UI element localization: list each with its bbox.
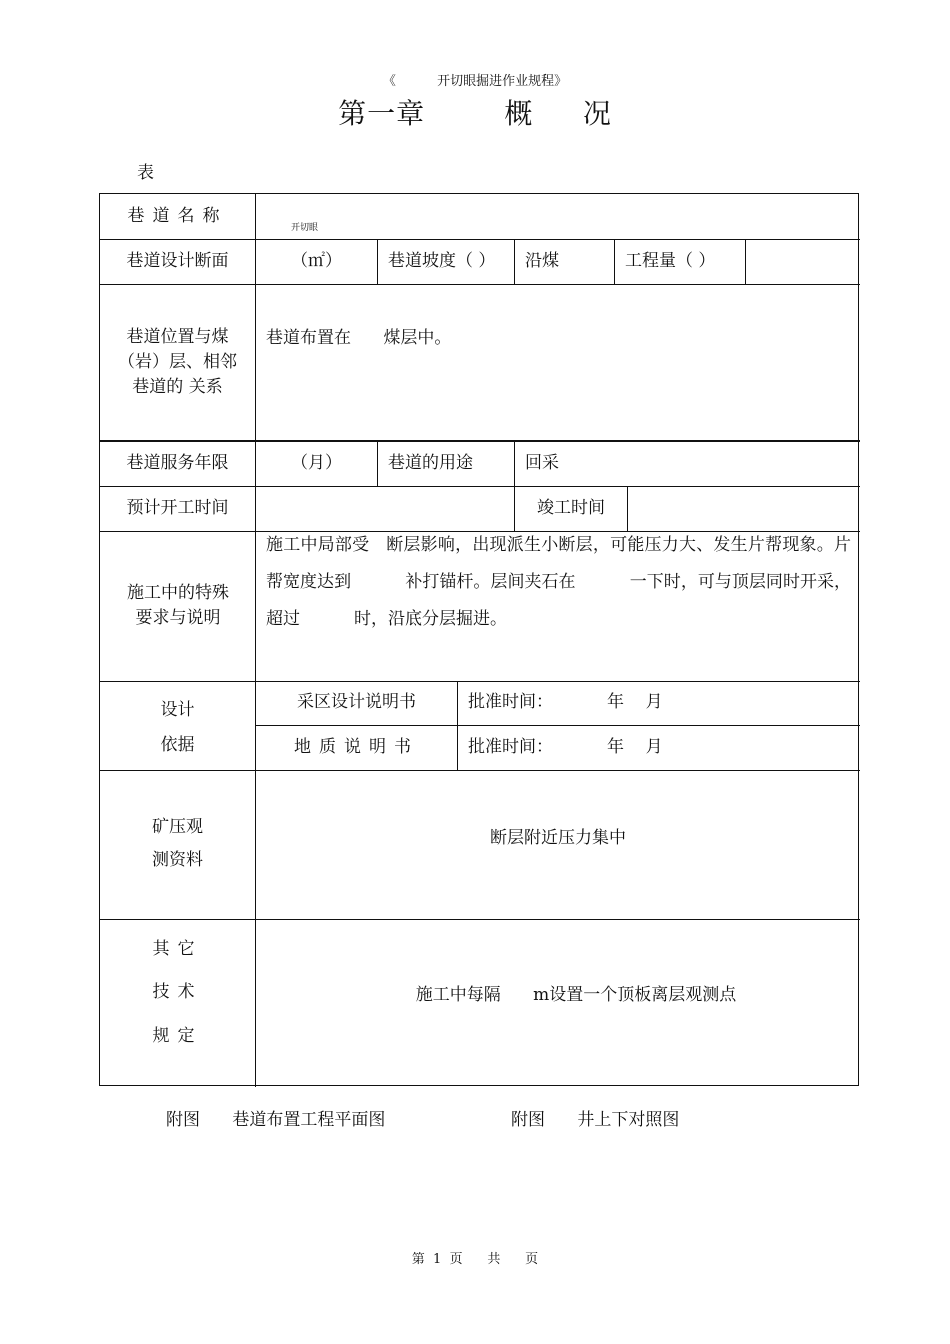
geology-doc: 地质说明书 [294,737,419,758]
overview-table [99,193,859,1086]
pressure-observation-value: 断层附近压力集中 [490,828,626,849]
design-basis-label-2: 依据 [160,735,195,756]
design-basis-label-1: 设计 [160,700,195,721]
other-rules-label-1: 其它 [152,939,203,960]
chapter-title: 第一章 概 况 [338,97,612,130]
other-rules-label-3: 规定 [152,1026,203,1047]
position-relation-value: 巷道布置在 煤层中。 [266,328,452,348]
planned-start-label: 预计开工时间 [126,497,229,518]
page-number: 第 1 页 共 页 [411,1252,539,1267]
special-requirements-label: 施工中的特殊要求与说明 [127,583,229,628]
special-requirements-value: 施工中局部受 断层影响，出现派生小断层，可能压力大、发生片帮现象。片帮宽度达到 补打锚杆。层间夹石在 一下时，可与顶层同时开采，超过 时，沿底分层掘进。 [266,535,851,629]
service-life-label: 巷道服务年限 [126,452,229,473]
section-unit: （㎡） [291,250,342,271]
approval-time-1: 批准时间： 年 月 [468,692,663,713]
usage-value: 回采 [525,452,559,473]
district-design-doc: 采区设计说明书 [297,692,416,713]
completion-time-label: 竣工时间 [537,497,605,518]
attachment-surface-underground-map: 附图 井上下对照图 [511,1110,680,1130]
slope-label: 巷道坡度（ ） [388,250,496,271]
attachment-layout-plan: 附图 巷道布置工程平面图 [166,1110,386,1130]
pressure-observation-label-1: 矿压观 [152,817,203,838]
along-seam: 沿煤 [525,250,559,271]
road-name-label: 巷道名称 [127,205,228,226]
document-title: 《 开切眼掘进作业规程》 [382,74,568,89]
usage-label: 巷道的用途 [388,452,473,473]
other-rules-label-2: 技术 [152,982,203,1003]
table-caption: 表 [137,163,154,183]
road-name-value: 开切眼 [291,223,319,233]
work-quantity-label: 工程量（ ） [625,250,716,271]
other-rules-value: 施工中每隔 m设置一个顶板离层观测点 [415,985,737,1006]
position-relation-label: 巷道位置与煤（岩）层、相邻巷道的 关系 [118,326,237,397]
pressure-observation-label-2: 测资料 [152,850,203,871]
approval-time-2: 批准时间： 年 月 [468,737,663,758]
design-section-label: 巷道设计断面 [126,250,229,271]
service-life-unit: （月） [291,452,342,473]
